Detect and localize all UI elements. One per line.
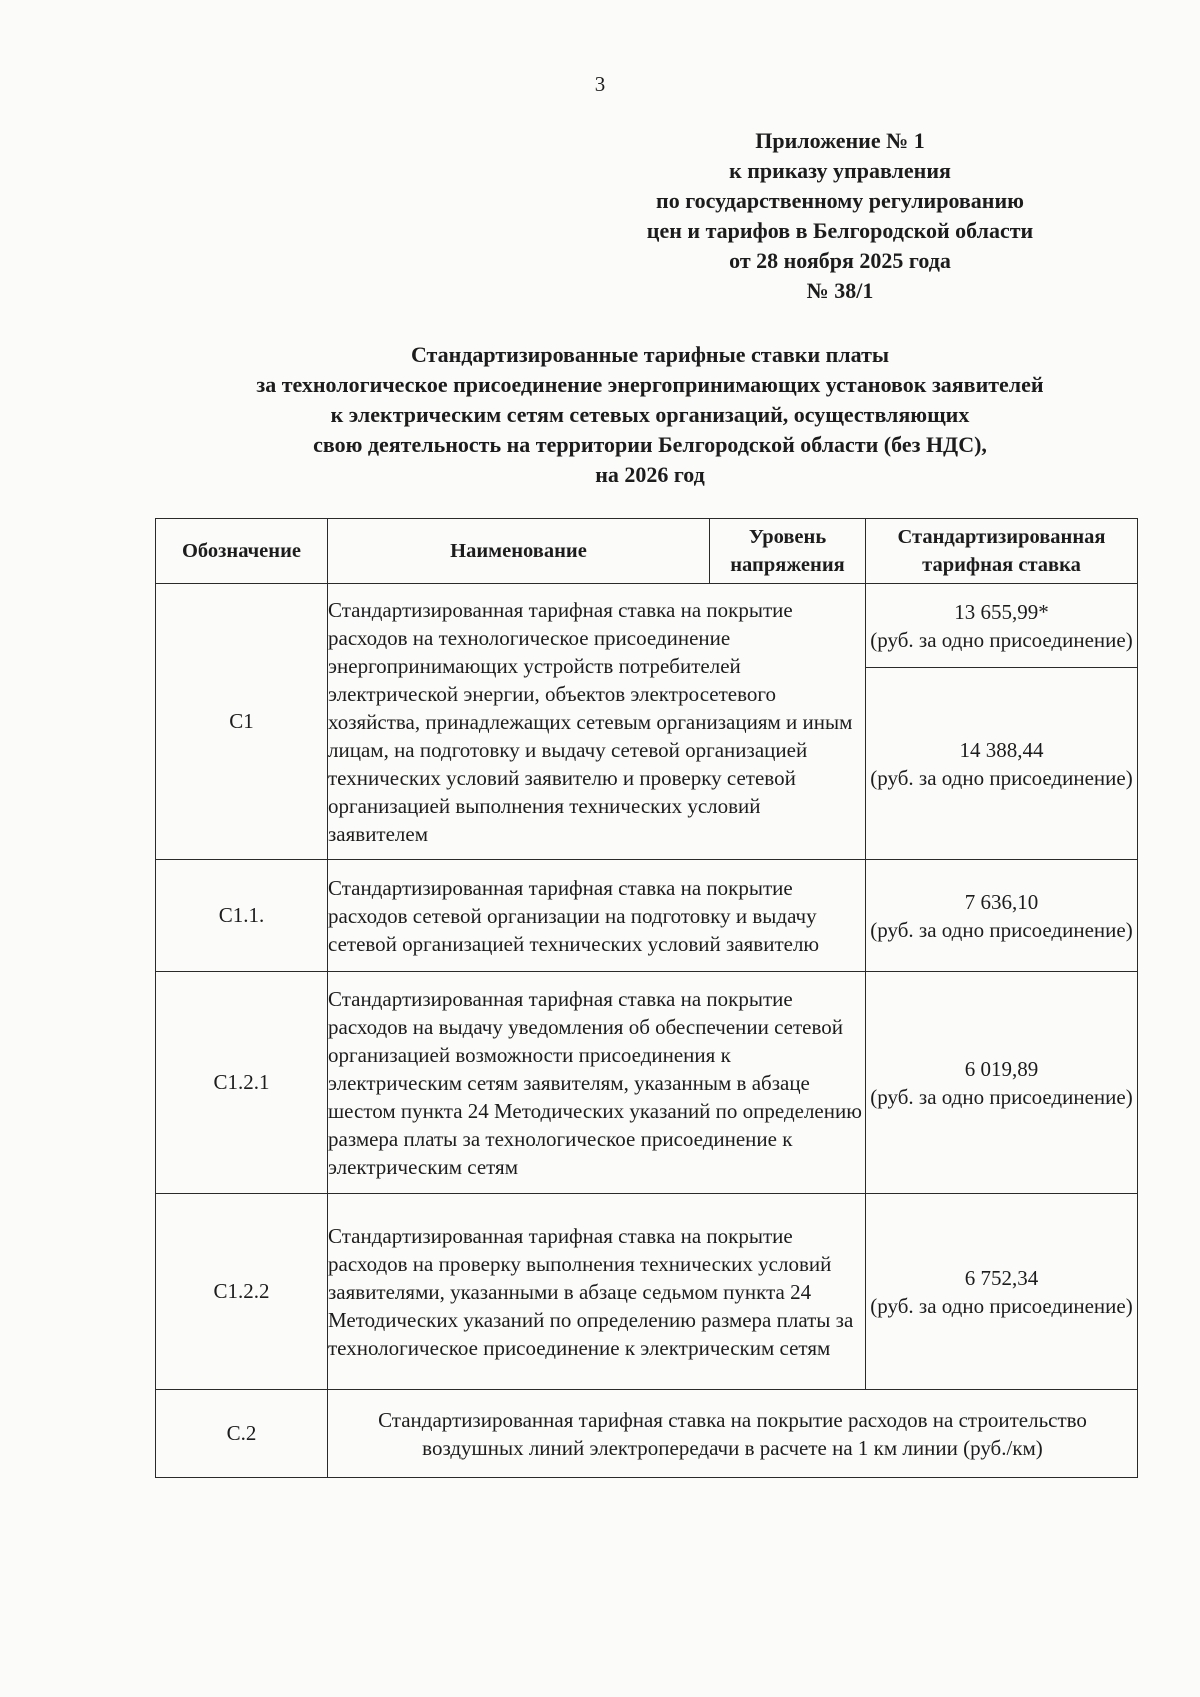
page-number: 3 xyxy=(594,72,606,96)
table-header-row xyxy=(156,519,1138,584)
rate-unit: (руб. за одно присоединение) xyxy=(870,765,1133,790)
row-code: С1.2.2 xyxy=(156,1194,328,1390)
header-voltage: Уровень напряжения xyxy=(710,519,866,584)
appendix-header xyxy=(600,126,1080,306)
rate-unit: (руб. за одно присоединение) xyxy=(870,1084,1133,1109)
appendix-line: к приказу управления xyxy=(729,158,951,183)
rate-value: 13 655,99* xyxy=(954,599,1049,624)
table-row xyxy=(156,584,1138,668)
rate-value: 6 019,89 xyxy=(964,1056,1039,1081)
rate-value: 7 636,10 xyxy=(964,889,1039,914)
row-rate xyxy=(866,1194,1138,1390)
rate-value: 14 388,44 xyxy=(959,737,1044,762)
title-line: Стандартизированные тарифные ставки платы xyxy=(410,342,890,367)
table-row xyxy=(156,860,1138,972)
header-code: Обозначение xyxy=(156,519,328,584)
title-line: к электрическим сетям сетевых организаций, осуществляющих xyxy=(330,402,970,427)
title-line: за технологическое присоединение энергопринимающих установок заявителей xyxy=(256,372,1044,397)
row-name: Стандартизированная тарифная ставка на покрытие расходов сетевой организации на подготовку и выдачу сетевой организацией технических условий заявителю xyxy=(328,860,866,972)
row-rate xyxy=(866,860,1138,972)
appendix-line: Приложение № 1 xyxy=(755,128,925,153)
row-name: Стандартизированная тарифная ставка на покрытие расходов на технологическое присоединение энергопринимающих устройств потребителей электрической энергии, объектов электросетевого хозяйства, принадлежащих сетевым организациям и иным лицам, на подготовку и выдачу сетевой организацией технических условий заявителю и проверку сетевой организацией выполнения технических условий заявителем xyxy=(328,584,866,860)
rate-unit: (руб. за одно присоединение) xyxy=(870,917,1133,942)
row-rate xyxy=(866,584,1138,668)
appendix-line: № 38/1 xyxy=(806,278,874,303)
table-row xyxy=(156,1390,1138,1478)
row-code: С.2 xyxy=(156,1390,328,1478)
rate-unit: (руб. за одно присоединение) xyxy=(870,1293,1133,1318)
header-rate: Стандартизированная тарифная ставка xyxy=(866,519,1138,584)
title-line: свою деятельность на территории Белгородской области (без НДС), xyxy=(313,432,987,457)
appendix-line: цен и тарифов в Белгородской области xyxy=(646,218,1034,243)
document-title xyxy=(140,340,1160,490)
row-name: Стандартизированная тарифная ставка на покрытие расходов на проверку выполнения технических условий заявителями, указанными в абзаце седьмом пункта 24 Методических указаний по определению размера платы за технологическое присоединение к электрическим сетям xyxy=(328,1194,866,1390)
title-line: на 2026 год xyxy=(595,462,705,487)
table-row xyxy=(156,972,1138,1194)
appendix-line: по государственному регулированию xyxy=(656,188,1024,213)
table-row xyxy=(156,1194,1138,1390)
row-rate xyxy=(866,972,1138,1194)
row-name: Стандартизированная тарифная ставка на покрытие расходов на выдачу уведомления об обеспечении сетевой организацией возможности присоединения к электрическим сетям заявителям, указанным в абзаце шестом пункта 24 Методических указаний по определению размера платы за технологическое присоединение к электрическим сетям xyxy=(328,972,866,1194)
tariff-table xyxy=(155,518,1138,1478)
row-name: Стандартизированная тарифная ставка на покрытие расходов на строительство воздушных линий электропередачи в расчете на 1 км линии (руб./км) xyxy=(328,1390,1138,1478)
rate-value: 6 752,34 xyxy=(964,1265,1039,1290)
row-rate xyxy=(866,668,1138,860)
appendix-line: от 28 ноября 2025 года xyxy=(729,248,951,273)
row-code: С1 xyxy=(156,584,328,860)
row-code: С1.2.1 xyxy=(156,972,328,1194)
rate-unit: (руб. за одно присоединение) xyxy=(870,627,1133,652)
header-name: Наименование xyxy=(328,519,710,584)
row-code: С1.1. xyxy=(156,860,328,972)
